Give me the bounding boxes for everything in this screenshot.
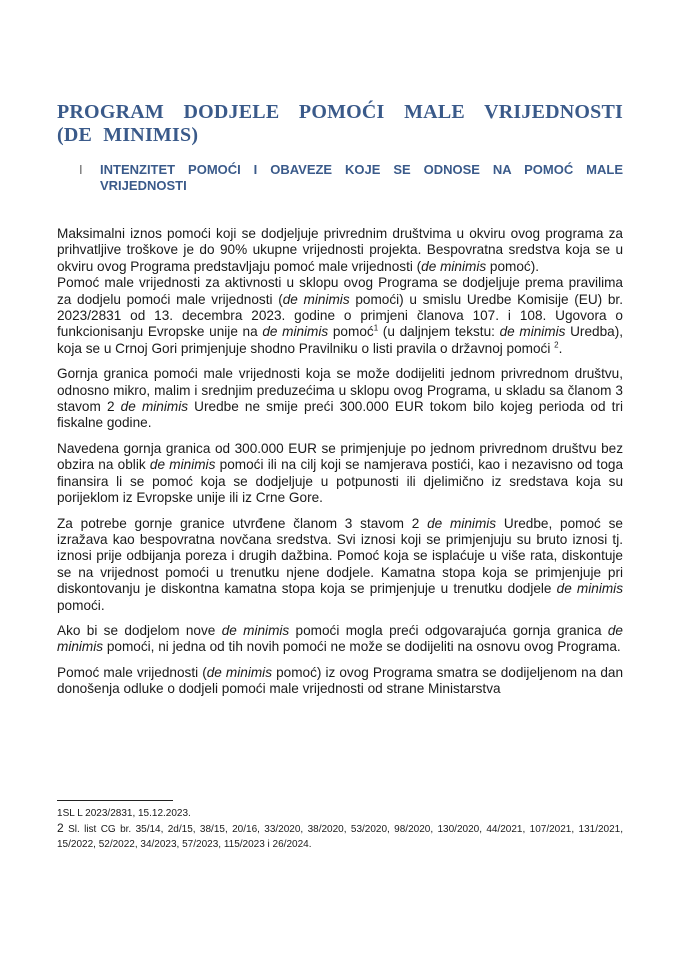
paragraph (57, 441, 623, 507)
footnote-reference: 1 (373, 323, 379, 333)
text-run: Uredba), koja se u Crnoj Gori primjenjuje shodno Pravilniku o listi pravila o državnoj pomoći (57, 324, 623, 356)
footnote-2 (57, 821, 623, 852)
section-number: I (79, 162, 83, 177)
paragraph (57, 275, 623, 357)
text-run: pomoć). (486, 258, 540, 274)
text-run: de minimis (206, 664, 272, 680)
text-run: Maksimalni iznos pomoći koji se dodjeljuje privrednim društvima u okviru ovog programa za prihvatljive troškove je do 90% ukupne vrijednosti projekta. Bespovratna sredstva koja se u okviru ovog Programa predstavljaju pomoć male vrijednosti ( (57, 226, 623, 274)
text-run: de minimis (120, 399, 189, 415)
paragraph (57, 226, 623, 275)
section-heading (79, 162, 623, 193)
footnote-reference: 2 (554, 340, 559, 350)
text-run: Uredbe, pomoć se izražava kao bespovratna novčana sredstva. Svi iznosi koji se primjenjuju su bruto iznosi tj. iznosi prije odbijanja poreza i drugih dažbina. Pomoć koja se isplaćuje u više rata, diskontuje se na vrijednost pomoći u trenutku njene dodjele. Kamatna stopa koja se primjenjuje pri diskontovanju je diskontna kamatna stopa koja se primjenjuje u trenutku dodjele (57, 515, 623, 597)
text-run: pomoć) iz ovog Programa smatra se dodijeljenom na dan donošenja odluke o dodjeli pomoći male vrijednosti od strane Ministarstva (57, 664, 624, 697)
text-run: Uredbe ne smije preći 300.000 EUR tokom bilo kojeg perioda od tri fiskalne godine. (57, 399, 623, 431)
text-run: de minimis (57, 622, 623, 655)
document-title: PROGRAM DODJELE POMOĆI MALE VRIJEDNOSTI (DE MINIMIS) (57, 101, 623, 146)
footnote-text: Sl. list CG br. 35/14, 2d/15, 38/15, 20/16, 33/2020, 38/2020, 53/2020, 98/2020, 130/2020, 44/2021, 107/2021, 131/2021, 15/2022, 52/2022, 34/2023, 57/2023, 115/2023 i 26/2024. (57, 824, 623, 850)
text-run: pomoći mogla preći odgovarajuća gornja granica (289, 622, 608, 638)
text-run: (u daljnjem tekstu: (378, 324, 500, 340)
text-run: Ako bi se dodjelom nove (57, 622, 222, 638)
text-run: de minimis (556, 581, 623, 597)
text-run: Gornja granica pomoći male vrijednosti koja se može dodijeliti jednom privrednom društvu, odnosno mikro, malim i srednjim preduzećima u sklopu ovog Programa, u skladu sa članom 3 stavom 2 (57, 366, 623, 415)
body-text (57, 226, 623, 698)
text-run: de minimis (499, 324, 566, 340)
text-run: Pomoć male vrijednosti za aktivnosti u sklopu ovog Programa se dodjeljuje prema pravilima za dodjelu pomoći male vrijednosti ( (57, 275, 623, 307)
text-run: pomoći ili na cilj koji se namjerava postići, kao i nezavisno od toga finansira li se pomoć koja se dodjeljuje u potpunosti ili djelimično iz sredstava koja su porijeklom iz Evropske unije ili iz Crne Gore. (57, 457, 624, 506)
text-run: de minimis (427, 515, 497, 531)
section-title: INTENZITET POMOĆI I OBAVEZE KOJE SE ODNOSE NA POMOĆ MALE VRIJEDNOSTI (100, 162, 623, 193)
text-run: de minimis (421, 258, 487, 274)
text-run: pomoći, ni jedna od tih novih pomoći ne može se dodijeliti na osnovu ovog Programa. (103, 639, 621, 655)
paragraph (57, 366, 623, 432)
footnote-separator (57, 800, 173, 801)
text-run: pomoći) u smislu Uredbe Komisije (EU) br. 2023/2831 od 13. decembra 2023. godine o primjeni članova 107. i 108. Ugovora o funkcionisanju Evropske unije na (57, 291, 623, 340)
text-run: Navedena gornja granica od 300.000 EUR se primjenjuje po jednom privrednom društvu bez obzira na oblik (57, 440, 623, 473)
text-run: de minimis (221, 622, 290, 638)
text-run: de minimis (262, 324, 329, 340)
text-run: Pomoć male vrijednosti ( (57, 664, 207, 680)
text-run: . (558, 340, 563, 356)
text-run: de minimis (282, 291, 350, 307)
paragraph (57, 516, 623, 614)
text-run: pomoć (328, 324, 374, 340)
footnote-1 (57, 806, 623, 821)
paragraph (57, 623, 623, 656)
paragraph (57, 665, 623, 698)
text-run: Za potrebe gornje granice utvrđene članom 3 stavom 2 (57, 515, 428, 531)
text-run: de minimis (149, 457, 216, 473)
text-run: pomoći. (57, 597, 105, 613)
footnote-number: 2 (57, 821, 64, 835)
footnote-number: 1 (57, 808, 63, 819)
footnote-text: SL L 2023/2831, 15.12.2023. (62, 808, 191, 819)
